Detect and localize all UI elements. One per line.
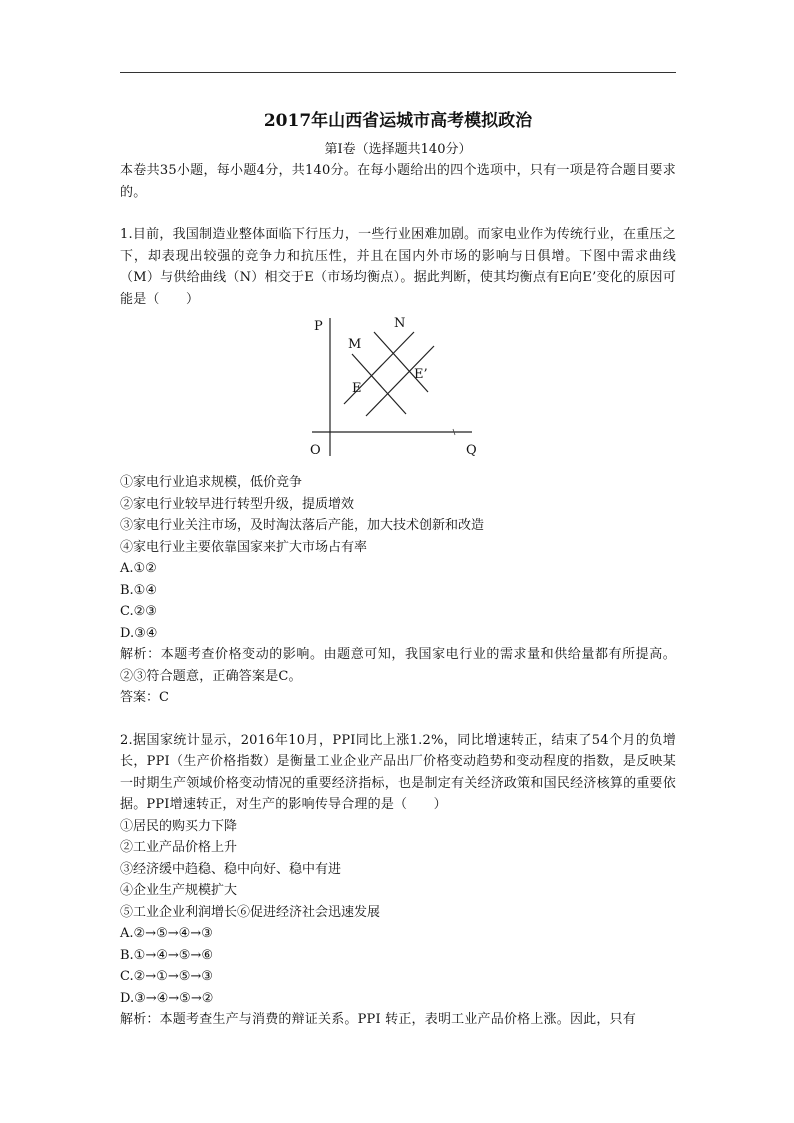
question-1-stem: 1.目前，我国制造业整体面临下行压力，一些行业困难加剧。而家电业作为传统行业，在重压之下，却表现出较强的竞争力和抗压性，并且在国内外市场的影响与日俱增。下图中需求曲线（M）与供给曲线（N）相交于E（市场均衡点）。据此判断，使其均衡点有E向E’变化的原因可能是（ ）	[120, 227, 676, 307]
curve-m-label: M	[348, 337, 362, 352]
document-title: 2017年山西省运城市高考模拟政治	[263, 111, 533, 131]
q2-option-b: B.①→④→⑤→⑥	[120, 947, 213, 963]
q1-statement-1: ①家电行业追求规模，低价竞争	[120, 475, 303, 490]
document-body	[120, 110, 676, 1031]
equilibrium-e-label: E	[352, 381, 362, 396]
supply-demand-graph	[120, 312, 676, 466]
q-axis-label: Q	[466, 443, 477, 458]
q2-statement-5: ⑤工业企业利润增长⑥促进经济社会迅速发展	[120, 904, 381, 920]
q2-statement-1: ①居民的购买力下降	[120, 818, 238, 834]
p-axis-label: P	[314, 319, 323, 334]
origin-label: O	[310, 443, 321, 458]
section-instructions: 本卷共35小题，每小题4分，共140分。在每小题给出的四个选项中，只有一项是符合题目要求的。	[120, 163, 676, 200]
question-2-stem: 2.据国家统计显示，2016年10月，PPI同比上涨1.2%，同比增速转正，结束了54个月的负增长，PPI（生产价格指数）是衡量工业企业产品出厂价格变动趋势和变动程度的指数，是反映某一时期生产领域价格变动情况的重要经济指标，也是制定有关经济政策和国民经济核算的重要依据。PPI增速转正，对生产的影响传导合理的是（ ）	[120, 732, 676, 812]
q2-statement-3: ③经济缓中趋稳、稳中向好、稳中有进	[120, 861, 342, 877]
q1-answer: 答案：C	[120, 690, 169, 705]
q2-analysis: 解析：本题考查生产与消费的辩证关系。PPI 转正，表明工业产品价格上涨。因此，只有	[120, 1012, 636, 1027]
q2-statement-2: ②工业产品价格上升	[120, 840, 238, 855]
q1-analysis: 解析：本题考查价格变动的影响。由题意可知，我国家电行业的需求量和供给量都有所提高。②③符合题意，正确答案是C。	[120, 647, 676, 684]
q2-option-a: A.②→⑤→④→③	[120, 926, 213, 941]
shifted-demand-curve	[374, 332, 428, 392]
section-heading: 第Ⅰ卷（选择题共140分）	[324, 142, 472, 157]
q1-option-a: A.①②	[120, 561, 157, 576]
q1-statement-3: ③家电行业关注市场，及时淘汰落后产能，加大技术创新和改造	[120, 518, 485, 533]
q2-option-c: C.②→①→⑤→③	[120, 969, 213, 984]
curve-n-label: N	[394, 316, 406, 331]
q1-option-d: D.③④	[120, 625, 158, 641]
q1-option-b: B.①④	[120, 582, 157, 598]
q2-statement-4: ④企业生产规模扩大	[120, 883, 238, 898]
q1-statement-2: ②家电行业较早进行转型升级，提质增效	[120, 496, 355, 512]
equilibrium-e2-label: E’	[414, 367, 428, 382]
supply-demand-svg	[300, 312, 490, 466]
q1-statement-4: ④家电行业主要依靠国家来扩大市场占有率	[120, 539, 368, 555]
q1-option-c: C.②③	[120, 604, 157, 619]
header-rule	[120, 72, 676, 73]
q2-option-d: D.③→④→⑤→②	[120, 990, 214, 1006]
